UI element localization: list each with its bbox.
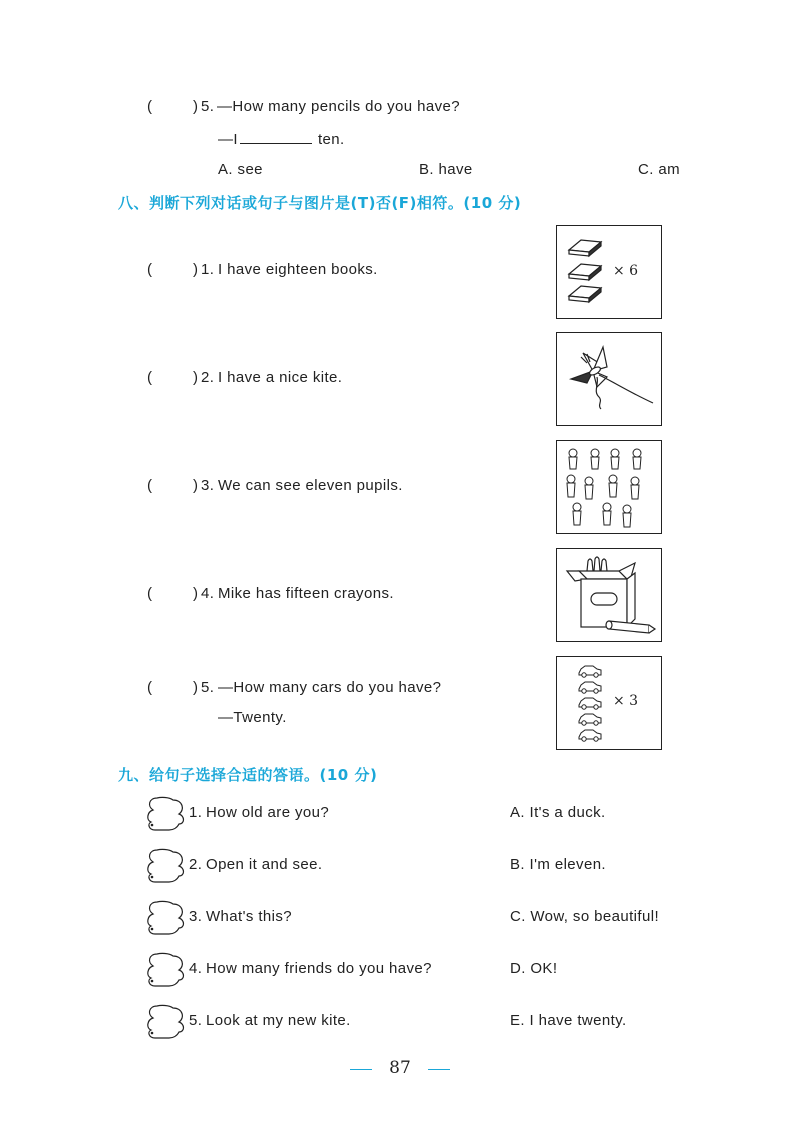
mouse-answer-box-icon[interactable] [143,952,187,988]
answer-paren-open[interactable]: ( [147,477,152,494]
item-number: 3. [201,477,215,494]
item-text: I have a nice kite. [218,369,343,386]
match-answer-d: D. OK! [510,960,558,977]
crayon-box-picture [556,548,662,642]
item-number: 2. [201,369,215,386]
page-number: 87 [389,1058,411,1078]
item-text: —How many cars do you have? [218,679,442,696]
option-a: A. see [218,161,263,178]
match-question-number: 3. [189,908,203,925]
answer-paren-open[interactable]: ( [147,98,152,115]
section9-title: 九、给句子选择合适的答语。(10 分) [118,766,378,784]
match-question-text: How old are you? [206,804,330,821]
answer-paren-close: ) [193,585,198,602]
kite-icon [557,333,661,425]
books-count-label: × 6 [613,263,639,279]
item-text: Mike has fifteen crayons. [218,585,394,602]
mouse-answer-box-icon[interactable] [143,900,187,936]
item-number: 5. [201,679,215,696]
books-picture [556,225,662,319]
match-answer-e: E. I have twenty. [510,1012,627,1029]
answer-paren-open[interactable]: ( [147,679,152,696]
item-text-line2: —Twenty. [218,709,287,726]
answer-line-start: —I [218,131,238,148]
kite-picture [556,332,662,426]
pupils-picture [556,440,662,534]
item-text: We can see eleven pupils. [218,477,403,494]
answer-paren-close: ) [193,98,198,115]
page-footer [340,1058,460,1082]
item-number: 1. [201,261,215,278]
match-question-text: Open it and see. [206,856,323,873]
cars-icon [557,657,661,749]
mouse-answer-box-icon[interactable] [143,848,187,884]
answer-paren-open[interactable]: ( [147,369,152,386]
item-number: 4. [201,585,215,602]
match-answer-b: B. I'm eleven. [510,856,607,873]
answer-paren-close: ) [193,679,198,696]
match-question-text: How many friends do you have? [206,960,432,977]
question-number: 5. [201,98,215,115]
cars-count-label: × 3 [613,693,639,709]
mouse-answer-box-icon[interactable] [143,1004,187,1040]
answer-paren-open[interactable]: ( [147,261,152,278]
fill-blank[interactable] [240,129,312,144]
answer-line [218,129,345,148]
crayon-box-icon [557,549,661,641]
mouse-answer-box-icon[interactable] [143,796,187,832]
match-question-number: 2. [189,856,203,873]
match-answer-c: C. Wow, so beautiful! [510,908,660,925]
match-answer-a: A. It's a duck. [510,804,606,821]
answer-paren-open[interactable]: ( [147,585,152,602]
match-question-text: Look at my new kite. [206,1012,351,1029]
match-question-number: 1. [189,804,203,821]
option-b: B. have [419,161,473,178]
answer-paren-close: ) [193,261,198,278]
item-text: I have eighteen books. [218,261,378,278]
footer-dash-right [428,1069,450,1070]
answer-paren-close: ) [193,369,198,386]
option-c: C. am [638,161,681,178]
books-icon [557,226,661,318]
answer-paren-close: ) [193,477,198,494]
section8-title: 八、判断下列对话或句子与图片是(T)否(F)相符。(10 分) [118,194,522,212]
match-question-text: What's this? [206,908,293,925]
question-text: —How many pencils do you have? [217,98,460,115]
pupils-icon [557,441,661,533]
cars-picture [556,656,662,750]
match-question-number: 5. [189,1012,203,1029]
answer-line-end: ten. [317,131,345,148]
match-question-number: 4. [189,960,203,977]
